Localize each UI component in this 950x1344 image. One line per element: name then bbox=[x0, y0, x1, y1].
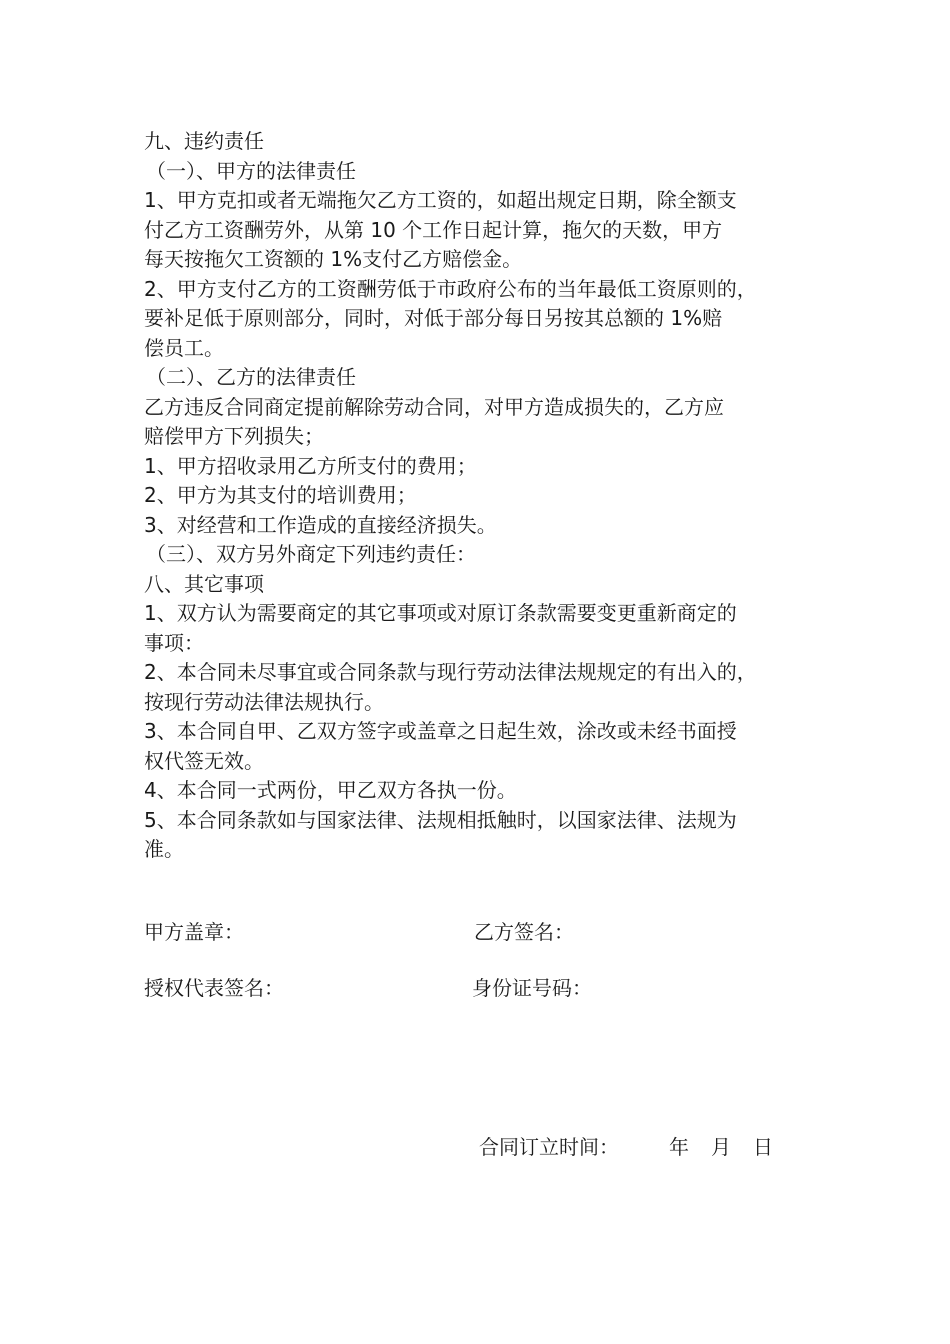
section-heading-other-matters: 八、其它事项 bbox=[144, 571, 264, 596]
clause-line: 2、本合同未尽事宜或合同条款与现行劳动法律法规规定的有出入的， bbox=[144, 660, 757, 684]
clause-line: 准。 bbox=[144, 837, 184, 861]
subsection-heading-mutual: （三）、双方另外商定下列违约责任： bbox=[146, 542, 476, 566]
clause-line: 按现行劳动法律法规执行。 bbox=[144, 689, 384, 714]
clause-line: 事项： bbox=[144, 630, 204, 655]
clause-line: 偿员工。 bbox=[144, 335, 224, 360]
authorized-rep-signature-label: 授权代表签名： bbox=[144, 976, 284, 1000]
clause-line: 5、本合同条款如与国家法律、法规相抵触时，以国家法律、法规为 bbox=[144, 807, 737, 832]
subsection-heading-party-b: （二）、乙方的法律责任 bbox=[146, 365, 356, 389]
clause-line: 乙方违反合同商定提前解除劳动合同，对甲方造成损失的，乙方应 bbox=[144, 394, 724, 419]
clause-line: 4、本合同一式两份，甲乙双方各执一份。 bbox=[144, 778, 517, 802]
party-a-seal-label: 甲方盖章： bbox=[144, 920, 244, 944]
clause-line: 3、本合同自甲、乙双方签字或盖章之日起生效，涂改或未经书面授 bbox=[144, 719, 737, 743]
contract-date-line bbox=[479, 1133, 773, 1161]
clause-line: 付乙方工资酬劳外，从第 10 个工作日起计算，拖欠的天数，甲方 bbox=[144, 217, 723, 242]
clause-line: 权代签无效。 bbox=[144, 748, 264, 773]
subsection-heading-party-a: （一）、甲方的法律责任 bbox=[146, 158, 356, 183]
contract-date-day: 日 bbox=[753, 1135, 773, 1159]
contract-body bbox=[144, 127, 824, 865]
clause-line: 赔偿甲方下列损失； bbox=[144, 424, 324, 448]
clause-line: 1、甲方克扣或者无端拖欠乙方工资的，如超出规定日期，除全额支 bbox=[144, 188, 737, 212]
clause-line: 每天按拖欠工资额的 1%支付乙方赔偿金。 bbox=[144, 247, 523, 271]
contract-date-month: 月 bbox=[711, 1135, 731, 1159]
contract-date-label: 合同订立时间： bbox=[479, 1135, 619, 1159]
clause-line: 1、甲方招收录用乙方所支付的费用； bbox=[144, 453, 477, 478]
clause-line: 要补足低于原则部分，同时，对低于部分每日另按其总额的 1%赔 bbox=[144, 306, 723, 330]
contract-date-year: 年 bbox=[669, 1135, 689, 1159]
clause-line: 1、双方认为需要商定的其它事项或对原订条款需要变更重新商定的 bbox=[144, 601, 737, 625]
clause-line: 2、甲方支付乙方的工资酬劳低于市政府公布的当年最低工资原则的， bbox=[144, 276, 757, 301]
clause-line: 3、对经营和工作造成的直接经济损失。 bbox=[144, 512, 497, 537]
party-b-signature-label: 乙方签名： bbox=[474, 920, 574, 944]
section-heading-breach-liability: 九、违约责任 bbox=[144, 129, 264, 153]
clause-line: 2、甲方为其支付的培训费用； bbox=[144, 483, 417, 507]
id-number-label: 身份证号码： bbox=[472, 976, 592, 1000]
